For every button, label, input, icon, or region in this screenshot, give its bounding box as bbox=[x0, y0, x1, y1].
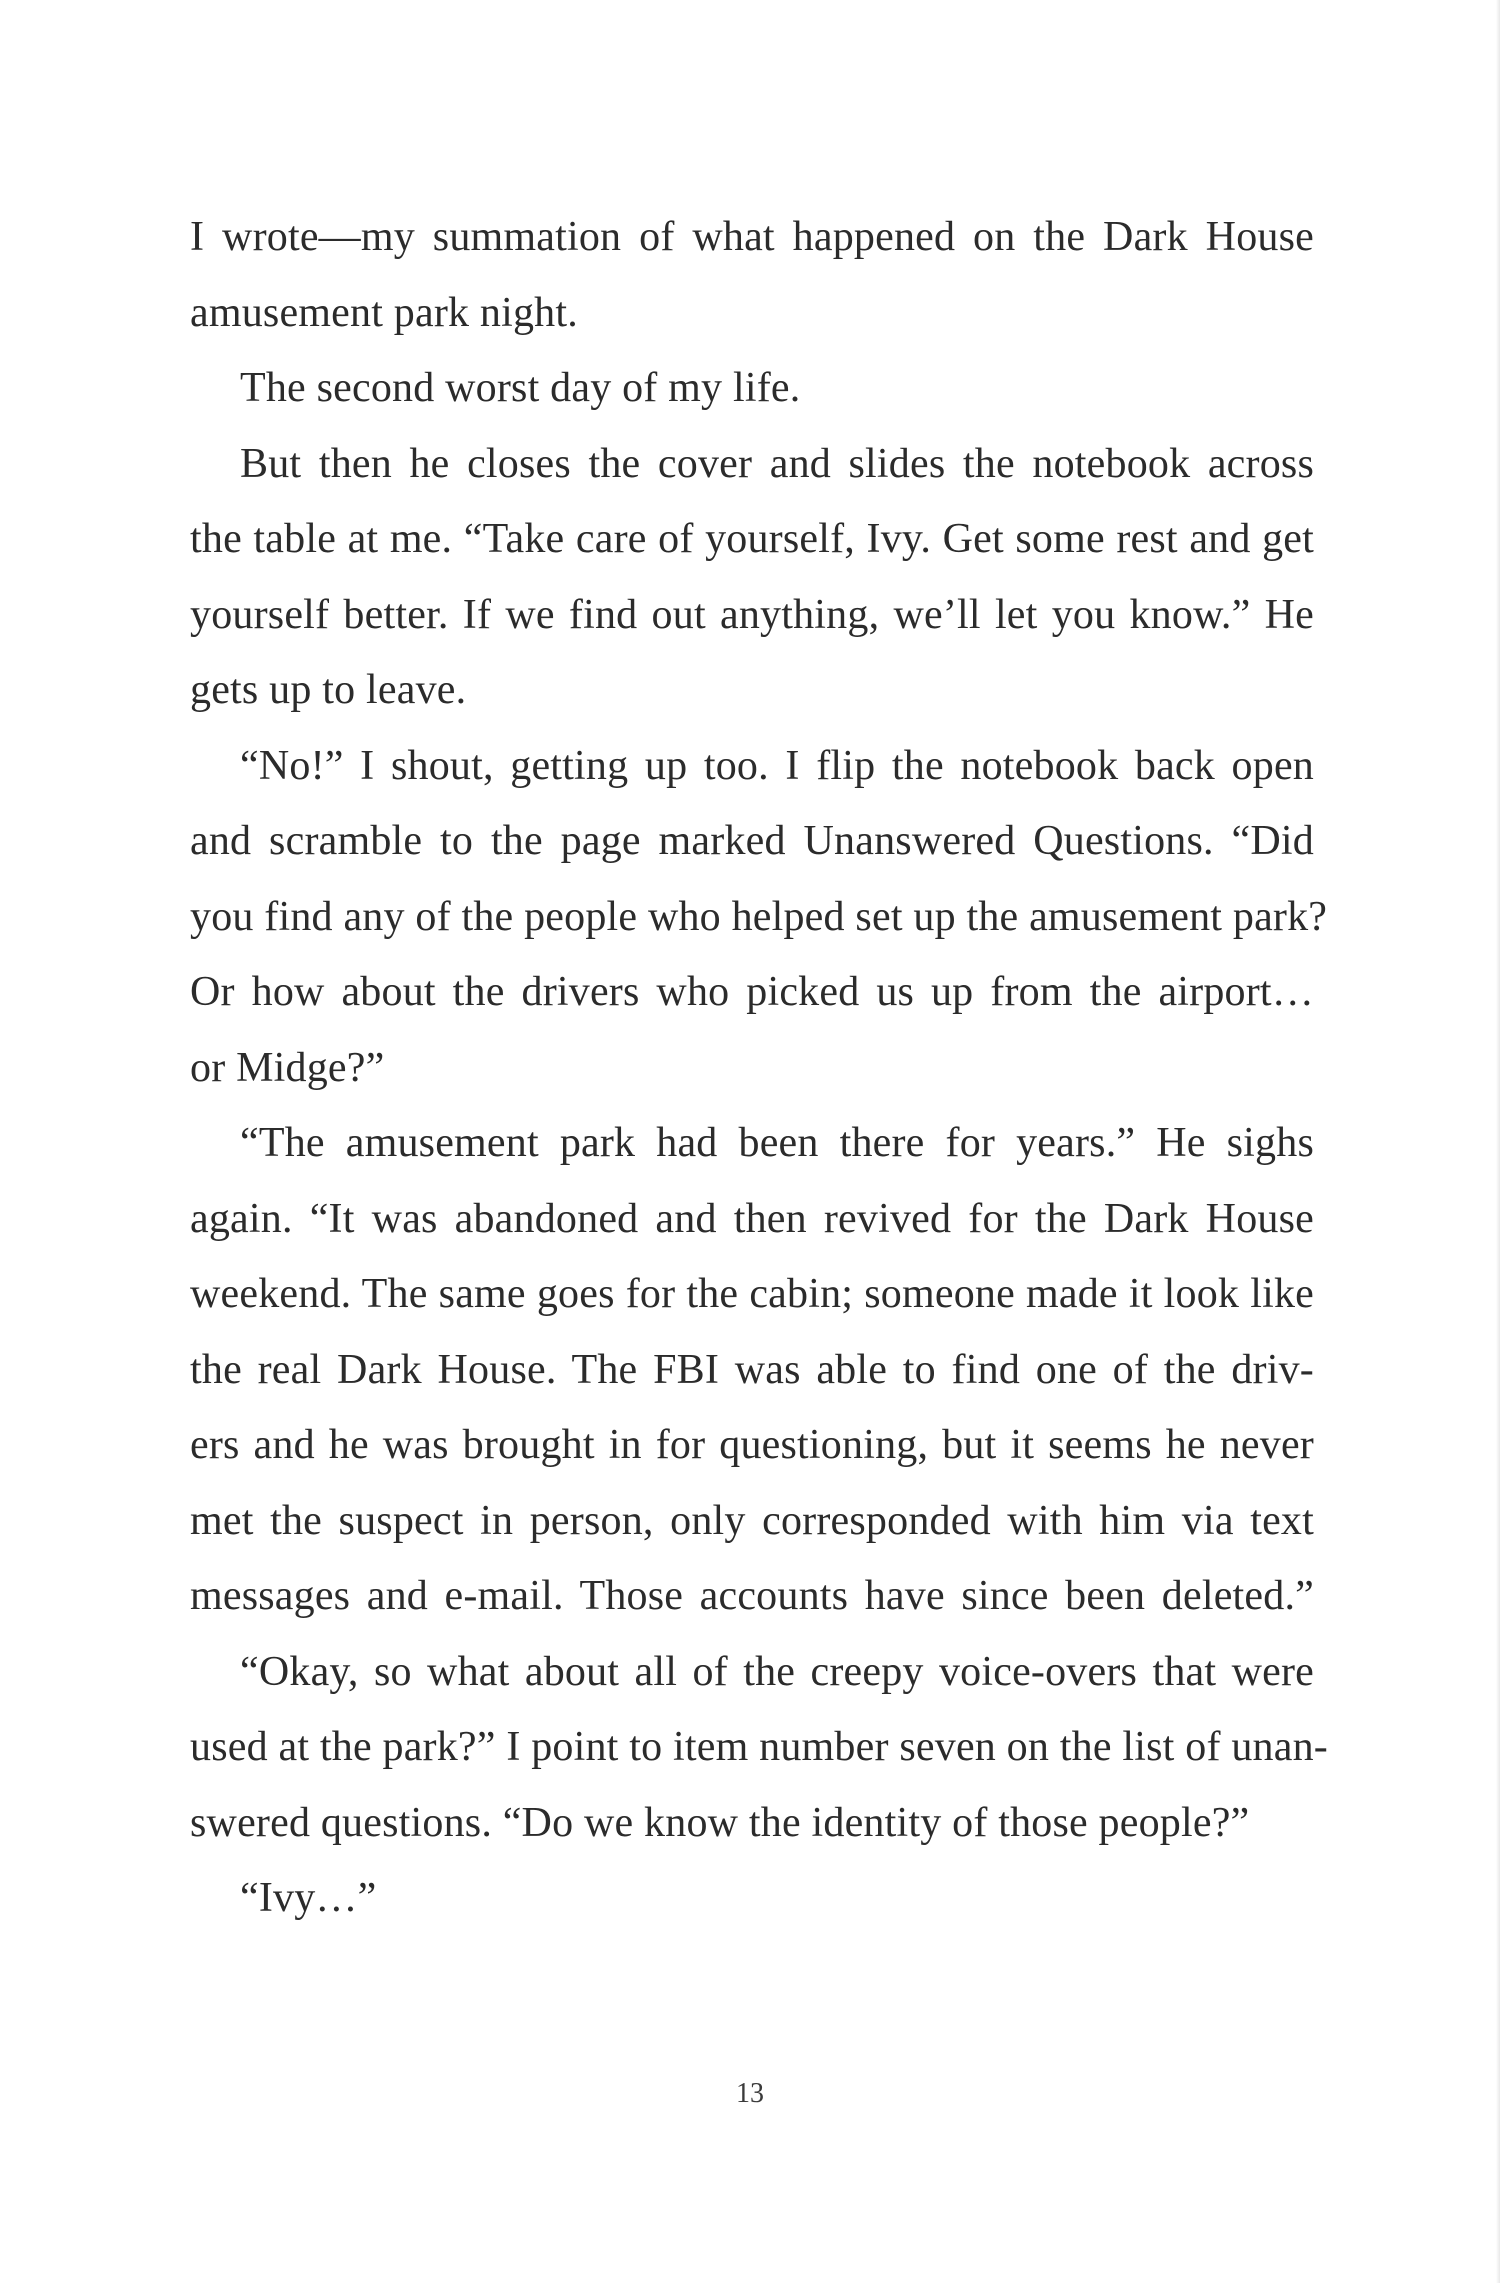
text-line: the real Dark House. The FBI was able to find one of the driv- bbox=[190, 1346, 1314, 1393]
text-line: the table at me. “Take care of yourself, Ivy. Get some rest and get bbox=[190, 516, 1314, 562]
page-edge-shadow bbox=[1496, 0, 1500, 2283]
body-text bbox=[190, 200, 1328, 1937]
text-line: met the suspect in person, only corresponded with him via text bbox=[190, 1497, 1314, 1544]
text-line: you find any of the people who helped set up the amusement park? bbox=[190, 893, 1328, 940]
text-line: ers and he was brought in for questioning, but it seems he never bbox=[190, 1422, 1314, 1468]
text-line: and scramble to the page marked Unanswered Questions. “Did bbox=[190, 818, 1314, 864]
text-line: weekend. The same goes for the cabin; someone made it look like bbox=[190, 1271, 1314, 1317]
text-line: Or how about the drivers who picked us up from the airport… bbox=[190, 969, 1314, 1015]
text-line: I wrote—my summation of what happened on the Dark House bbox=[190, 214, 1314, 260]
text-line: “No!” I shout, getting up too. I flip the notebook back open bbox=[240, 742, 1314, 789]
text-line: used at the park?” I point to item number seven on the list of unan- bbox=[190, 1724, 1328, 1770]
text-line: “Ivy…” bbox=[240, 1875, 377, 1921]
text-line: “The amusement park had been there for years.” He sighs bbox=[240, 1120, 1314, 1166]
text-line: gets up to leave. bbox=[190, 667, 467, 713]
page-number: 13 bbox=[736, 2078, 764, 2109]
text-line: yourself better. If we find out anything, we’ll let you know.” He bbox=[190, 591, 1314, 638]
text-line: amusement park night. bbox=[190, 289, 578, 336]
text-line: messages and e-mail. Those accounts have since been deleted.” bbox=[190, 1573, 1314, 1619]
text-line: swered questions. “Do we know the identity of those people?” bbox=[190, 1799, 1250, 1846]
text-line: “Okay, so what about all of the creepy voice-overs that were bbox=[240, 1648, 1314, 1695]
text-line: But then he closes the cover and slides the notebook across bbox=[240, 440, 1314, 487]
text-line: or Midge?” bbox=[190, 1044, 385, 1091]
text-line: The second worst day of my life. bbox=[240, 365, 801, 411]
text-line: again. “It was abandoned and then revived for the Dark House bbox=[190, 1195, 1314, 1242]
